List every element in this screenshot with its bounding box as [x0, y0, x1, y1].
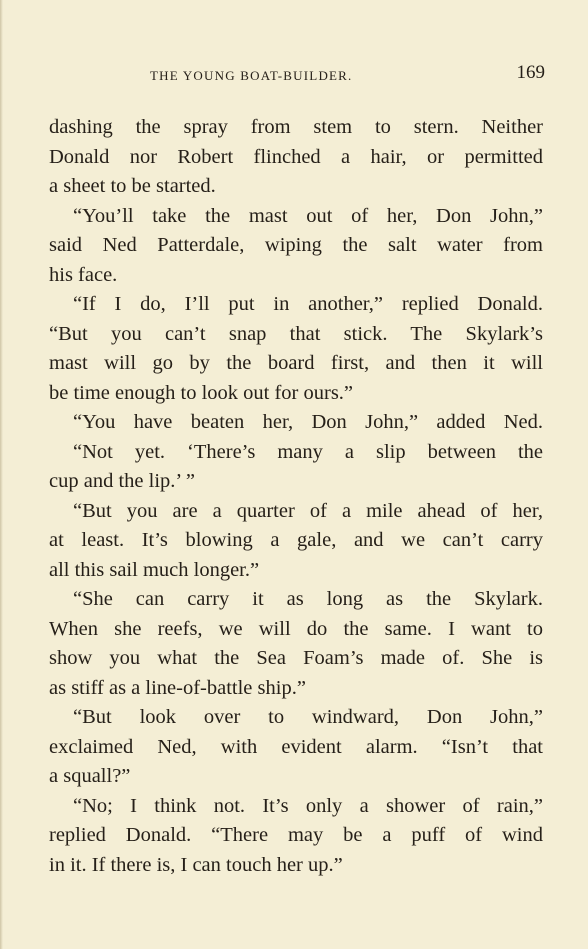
text-line: show you what the Sea Foam’s made of. She is [49, 647, 543, 669]
running-head [150, 62, 545, 86]
text-line: dashing the spray from stem to stern. Neither [49, 116, 543, 138]
paragraph [49, 202, 543, 291]
text-line: “But look over to windward, Don John,” [73, 706, 543, 728]
paragraph [49, 438, 543, 497]
running-title: THE YOUNG BOAT-BUILDER. [150, 68, 353, 83]
paragraph [49, 290, 543, 408]
text-line: his face. [49, 263, 118, 286]
paragraph [49, 408, 543, 438]
text-line: “You’ll take the mast out of her, Don John,” [73, 204, 543, 227]
page-edge [0, 0, 3, 949]
page-number: 169 [516, 62, 545, 83]
text-line: “Not yet. ‘There’s many a slip between the [73, 440, 543, 463]
text-line: as stiff as a line-of-battle ship.” [49, 676, 306, 699]
text-line: all this sail much longer.” [49, 558, 260, 581]
paragraph [49, 703, 543, 792]
text-line: mast will go by the board first, and then it will [49, 352, 543, 374]
text-line: “But you are a quarter of a mile ahead of her, [73, 499, 543, 522]
text-line: at least. It’s blowing a gale, and we can’t carry [49, 529, 543, 551]
text-line: “You have beaten her, Don John,” added Ned. [73, 411, 543, 433]
text-line: exclaimed Ned, with evident alarm. “Isn’t that [49, 735, 543, 758]
paragraph [49, 792, 543, 881]
text-line: a sheet to be started. [49, 175, 216, 197]
text-line: “She can carry it as long as the Skylark. [73, 588, 543, 610]
text-line: “No; I think not. It’s only a shower of rain,” [73, 794, 543, 817]
paragraph [49, 113, 543, 202]
text-line: When she reefs, we will do the same. I want to [49, 617, 543, 640]
text-line: in it. If there is, I can touch her up.” [49, 853, 343, 876]
text-line: be time enough to look out for ours.” [49, 381, 354, 404]
text-line: cup and the lip.’ ” [49, 470, 195, 492]
text-line: a squall?” [49, 765, 131, 787]
text-line: said Ned Patterdale, wiping the salt water from [49, 234, 543, 256]
text-line: replied Donald. “There may be a puff of wind [49, 824, 543, 846]
text-line: Donald nor Robert flinched a hair, or permitted [49, 145, 543, 168]
body-text [49, 113, 543, 880]
text-line: “But you can’t snap that stick. The Skylark’s [49, 322, 543, 345]
paragraph [49, 497, 543, 586]
text-line: “If I do, I’ll put in another,” replied Donald. [73, 293, 543, 315]
paragraph [49, 585, 543, 703]
